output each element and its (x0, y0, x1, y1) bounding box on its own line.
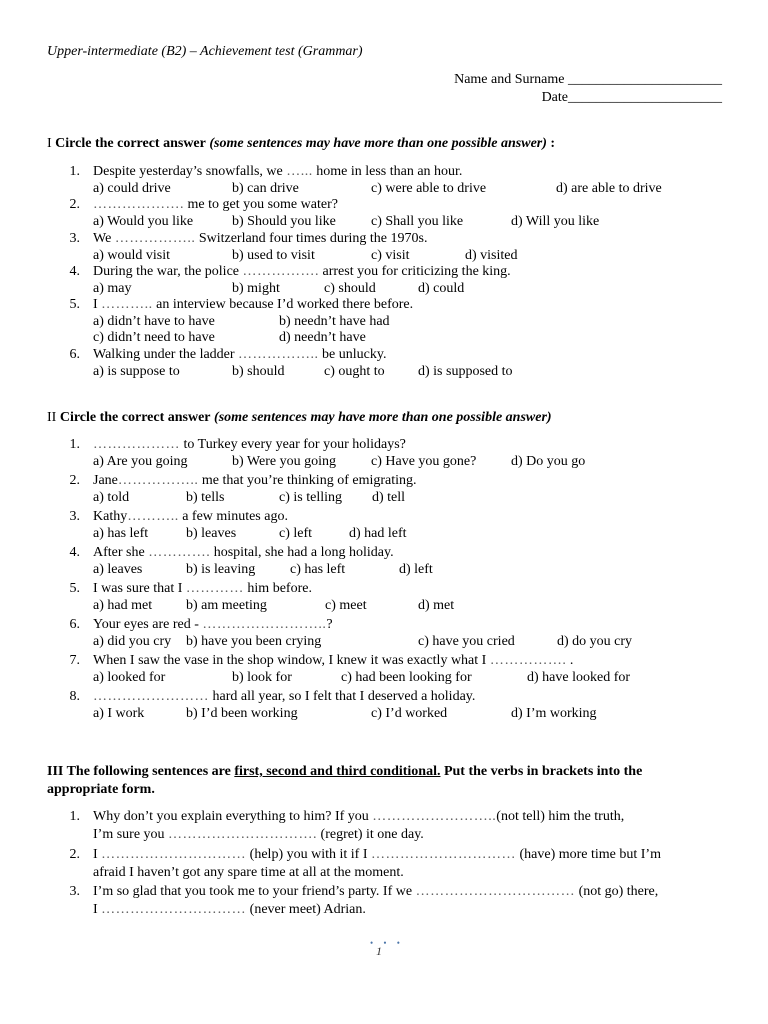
s2-q6-stem (93, 617, 333, 633)
s1-q3-number: 3. (69, 231, 80, 246)
section-title: Circle the correct answer (59, 410, 211, 425)
s3-q1-line1 (93, 809, 624, 825)
stem-text: an interview because I’d worked there before. (152, 297, 414, 312)
section-title: Circle the correct answer (55, 136, 206, 151)
s1-q6-stem (93, 347, 386, 363)
stem-text: I was sure that I (93, 581, 186, 596)
answer-blank[interactable]: …………………… (93, 689, 209, 704)
s2-q4-stem (93, 545, 394, 561)
answer-blank[interactable]: ……………. (242, 264, 320, 279)
s2-q3-number: 3. (69, 509, 80, 524)
s2-q2-stem (93, 473, 417, 489)
s2-q8-stem (93, 689, 475, 705)
stem-text: Kathy (93, 509, 128, 524)
stem-text: . (566, 653, 574, 668)
stem-text: Despite yesterday’s snowfalls, we (93, 164, 287, 179)
stem-text: hard all year, so I felt that I deserved a holiday. (209, 689, 476, 704)
answer-blank[interactable]: ………… (185, 581, 244, 596)
s2-q4-option-d[interactable]: d) left (399, 562, 433, 577)
stem-text: ? (326, 617, 333, 632)
stem-text: to Turkey every year for your holidays? (180, 437, 406, 452)
s2-q8-option-d[interactable]: d) I’m working (511, 706, 597, 721)
s2-q6-option-a[interactable]: a) did you cry (93, 634, 172, 649)
stem-text: During the war, the police (93, 264, 243, 279)
s2-q8-option-b[interactable]: b) I’d been working (186, 706, 298, 721)
stem-text: be unlucky. (318, 347, 387, 362)
stem-text: We (93, 231, 115, 246)
s2-q5-option-a[interactable]: a) had met (93, 598, 153, 613)
s1-q3-option-a[interactable]: a) would visit (93, 248, 170, 263)
answer-blank[interactable]: …………. (148, 545, 211, 560)
s1-q1-option-d[interactable]: d) are able to drive (556, 181, 662, 196)
stem-text: (help) you with it if I (246, 847, 371, 862)
answer-blank[interactable]: …………………….. (372, 809, 497, 824)
s1-q3-option-b[interactable]: b) used to visit (232, 248, 315, 263)
s1-q6-option-c[interactable]: c) ought to (324, 364, 385, 379)
answer-blank[interactable]: ………………………… (101, 847, 247, 862)
s2-q3-option-c[interactable]: c) left (279, 526, 313, 541)
s2-q7-option-b[interactable]: b) look for (232, 670, 292, 685)
s2-q2-option-b[interactable]: b) tells (186, 490, 225, 505)
name-surname-field[interactable]: Name and Surname ______________________ (454, 72, 722, 87)
section-3-title-b: Put the verbs in brackets into the (440, 764, 643, 779)
s1-q6-number: 6. (69, 347, 80, 362)
answer-blank[interactable]: …………………………… (415, 884, 576, 899)
s2-q8-option-c[interactable]: c) I’d worked (371, 706, 448, 721)
s2-q8-option-a[interactable]: a) I work (93, 706, 145, 721)
s1-q2-number: 2. (69, 197, 80, 212)
stem-text: (never meet) Adrian. (246, 902, 366, 917)
s2-q1-stem (93, 437, 406, 453)
s2-q6-number: 6. (69, 617, 80, 632)
stem-text: (have) more time but I’m (515, 847, 661, 862)
s2-q7-stem (93, 653, 573, 669)
stem-text: (not tell) him the truth, (496, 809, 625, 824)
s2-q3-stem (93, 509, 288, 525)
answer-blank[interactable]: ………………. (93, 197, 184, 212)
s1-q5-option-d[interactable]: d) needn’t have (279, 330, 366, 345)
s2-q8-number: 8. (69, 689, 80, 704)
stem-text: Switzerland four times during the 1970s. (195, 231, 428, 246)
s2-q2-option-d[interactable]: d) tell (372, 490, 406, 505)
stem-text: After she (93, 545, 149, 560)
s2-q4-option-c[interactable]: c) has left (290, 562, 346, 577)
stem-text: I’m so glad that you took me to your friend’s party. If we (93, 884, 416, 899)
s1-q4-option-c[interactable]: c) should (324, 281, 376, 296)
stem-text: I’m sure you (93, 827, 169, 842)
s2-q2-option-c[interactable]: c) is telling (279, 490, 342, 505)
s1-q3-option-d[interactable]: d) visited (465, 248, 518, 263)
s1-q1-option-c[interactable]: c) were able to drive (371, 181, 487, 196)
stem-text: (not go) there, (575, 884, 659, 899)
stem-text: me that you’re thinking of emigrating. (198, 473, 417, 488)
answer-blank[interactable]: …... (286, 164, 313, 179)
s1-q4-option-d[interactable]: d) could (418, 281, 465, 296)
section-2-heading (47, 410, 552, 426)
s2-q1-option-a[interactable]: a) Are you going (93, 454, 188, 469)
s1-q5-number: 5. (69, 297, 80, 312)
s2-q1-number: 1. (69, 437, 80, 452)
stem-text: I (93, 847, 102, 862)
s2-q7-option-a[interactable]: a) looked for (93, 670, 166, 685)
section-note: (some sentences may have more than one possible answer) (214, 410, 552, 425)
stem-text: hospital, she had a long holiday. (210, 545, 394, 560)
s2-q6-option-c[interactable]: c) have you cried (418, 634, 515, 649)
s2-q4-option-a[interactable]: a) leaves (93, 562, 143, 577)
s3-q2-number: 2. (69, 847, 80, 862)
s2-q5-stem (93, 581, 312, 597)
section-3-heading-line2: appropriate form. (47, 782, 155, 797)
s1-q3-option-c[interactable]: c) visit (371, 248, 410, 263)
s1-q1-stem (93, 164, 462, 180)
s3-q1-number: 1. (69, 809, 80, 824)
s2-q7-number: 7. (69, 653, 80, 668)
s1-q2-option-a[interactable]: a) Would you like (93, 214, 194, 229)
s1-q4-number: 4. (69, 264, 80, 279)
answer-blank[interactable]: ……….. (127, 509, 179, 524)
s3-q2-line2 (93, 865, 404, 881)
stem-text: home in less than an hour. (312, 164, 463, 179)
answer-blank[interactable]: …………….. (114, 231, 196, 246)
s3-q3-line1 (93, 884, 658, 900)
s2-q5-option-d[interactable]: d) met (418, 598, 455, 613)
s3-q2-line1 (93, 847, 661, 863)
s1-q4-option-b[interactable]: b) might (232, 281, 280, 296)
s2-q5-option-b[interactable]: b) am meeting (186, 598, 267, 613)
s1-q6-option-d[interactable]: d) is supposed to (418, 364, 513, 379)
s1-q1-option-b[interactable]: b) can drive (232, 181, 299, 196)
section-1-heading (47, 136, 555, 152)
s2-q5-number: 5. (69, 581, 80, 596)
s2-q1-option-c[interactable]: c) Have you gone? (371, 454, 477, 469)
s2-q4-option-b[interactable]: b) is leaving (186, 562, 256, 577)
s1-q4-stem (93, 264, 511, 280)
s2-q3-option-a[interactable]: a) has left (93, 526, 149, 541)
stem-text: afraid I haven’t got any spare time at all at the moment. (93, 865, 404, 880)
answer-blank[interactable]: ………………………… (101, 902, 247, 917)
answer-blank[interactable]: ……………. (489, 653, 567, 668)
s1-q4-option-a[interactable]: a) may (93, 281, 132, 296)
section-3-title-a: III The following sentences are (47, 764, 235, 779)
s2-q1-option-d[interactable]: d) Do you go (511, 454, 586, 469)
s1-q2-option-d[interactable]: d) Will you like (511, 214, 600, 229)
s1-q5-option-a[interactable]: a) didn’t have to have (93, 314, 215, 329)
s3-q3-number: 3. (69, 884, 80, 899)
stem-text: Why don’t you explain everything to him? If you (93, 809, 373, 824)
s2-q2-option-a[interactable]: a) told (93, 490, 130, 505)
section-numeral: I (47, 136, 52, 151)
s1-q5-option-c[interactable]: c) didn’t need to have (93, 330, 215, 345)
stem-text: I (93, 902, 102, 917)
stem-text: arrest you for criticizing the king. (319, 264, 511, 279)
answer-blank[interactable]: …………….. (117, 473, 199, 488)
page-ornament: • • • (370, 938, 404, 948)
s1-q3-stem (93, 231, 427, 247)
section-note: (some sentences may have more than one possible answer) (209, 136, 547, 151)
s1-q5-stem (93, 297, 413, 313)
s2-q3-option-d[interactable]: d) had left (349, 526, 407, 541)
s2-q3-option-b[interactable]: b) leaves (186, 526, 237, 541)
s2-q7-option-c[interactable]: c) had been looking for (341, 670, 472, 685)
section-3-title-underlined: first, second and third conditional. (234, 764, 441, 779)
section-numeral: II (47, 410, 57, 425)
s1-q6-option-b[interactable]: b) should (232, 364, 285, 379)
s2-q4-number: 4. (69, 545, 80, 560)
s1-q1-number: 1. (69, 164, 80, 179)
s1-q1-option-a[interactable]: a) could drive (93, 181, 171, 196)
stem-text: Your eyes are red - (93, 617, 203, 632)
stem-text: him before. (243, 581, 312, 596)
s1-q2-stem (93, 197, 338, 213)
stem-text: When I saw the vase in the shop window, I knew it was exactly what I (93, 653, 490, 668)
answer-blank[interactable]: …………………….. (202, 617, 327, 632)
stem-text: Jane (93, 473, 118, 488)
s1-q6-option-a[interactable]: a) is suppose to (93, 364, 180, 379)
section-colon: : (546, 136, 556, 151)
s2-q1-option-b[interactable]: b) Were you going (232, 454, 336, 469)
stem-text: me to get you some water? (184, 197, 338, 212)
s3-q3-line2 (93, 902, 366, 918)
test-title: Upper-intermediate (B2) – Achievement test (Grammar) (47, 44, 363, 59)
section-3-heading (47, 764, 642, 780)
s3-q1-line2 (93, 827, 424, 843)
stem-text: I (93, 297, 102, 312)
answer-blank[interactable]: ……….. (101, 297, 153, 312)
answer-blank[interactable]: ………………………… (370, 847, 516, 862)
s2-q2-number: 2. (69, 473, 80, 488)
page-number: 1 (376, 944, 382, 958)
s1-q2-option-c[interactable]: c) Shall you like (371, 214, 464, 229)
stem-text: (regret) it one day. (317, 827, 424, 842)
s2-q6-option-d[interactable]: d) do you cry (557, 634, 633, 649)
stem-text: a few minutes ago. (178, 509, 288, 524)
s1-q5-option-b[interactable]: b) needn’t have had (279, 314, 390, 329)
answer-blank[interactable]: ……………… (93, 437, 180, 452)
s2-q5-option-c[interactable]: c) meet (325, 598, 367, 613)
answer-blank[interactable]: …………….. (238, 347, 319, 362)
s2-q6-option-b[interactable]: b) have you been crying (186, 634, 322, 649)
date-field[interactable]: Date______________________ (541, 90, 722, 105)
stem-text: Walking under the ladder (93, 347, 239, 362)
s1-q2-option-b[interactable]: b) Should you like (232, 214, 336, 229)
answer-blank[interactable]: …………………………. (168, 827, 318, 842)
s2-q7-option-d[interactable]: d) have looked for (527, 670, 631, 685)
